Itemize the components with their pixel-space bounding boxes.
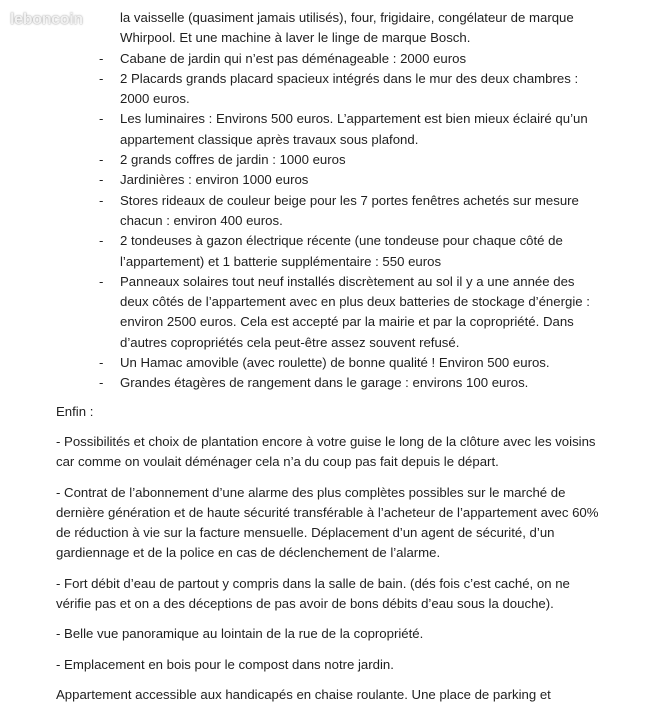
paragraph-debit-eau: - Fort débit d’eau de partout y compris dans la salle de bain. (dés fois c’est caché, on ne vérifie pas et on a des déceptions de pas avoir de bons débits d’eau sous la douche). — [56, 575, 570, 612]
list-item-text: Grandes étagères de rangement dans le garage : environs 100 euros. — [120, 375, 529, 391]
list-dash: - — [99, 273, 104, 289]
list-item — [0, 49, 648, 69]
list-item — [0, 150, 648, 170]
list-dash: - — [99, 192, 104, 208]
list-item — [0, 69, 648, 110]
list-item — [0, 272, 648, 353]
paragraph-plantation: - Possibilités et choix de plantation encore à votre guise le long de la clôture avec les voisins car comme on voulait déménager cela n’a du coup pas fait depuis le départ. — [56, 433, 596, 470]
list-dash: - — [99, 172, 104, 188]
list-item-text: Panneaux solaires tout neuf installés discrètement au sol il y a une année des deux côtés de l’appartement avec en plus deux batteries de stockage d’énergie : environ 2500 euros. Cela est accepté par la mairie et par la copropriété. Dans d’autres copropriétés cela peut-être assez souvent refusé. — [120, 273, 590, 350]
list-item — [0, 231, 648, 272]
list-item — [0, 8, 648, 49]
list-item-text: 2 Placards grands placard spacieux intégrés dans le mur des deux chambres : 2000 euros. — [120, 70, 579, 107]
list-item — [0, 109, 648, 150]
list-item-text: 2 grands coffres de jardin : 1000 euros — [120, 152, 346, 168]
list-item-text: Les luminaires : Environs 500 euros. L’appartement est bien mieux éclairé qu’un appartement classique après travaux sous plafond. — [120, 111, 588, 147]
list-item — [0, 191, 648, 232]
list-dash: - — [99, 355, 104, 371]
list-dash: - — [99, 111, 104, 127]
list-dash: - — [99, 375, 104, 391]
list-item-text: Stores rideaux de couleur beige pour les 7 portes fenêtres achetés sur mesure chacun : environ 400 euros. — [120, 192, 579, 228]
list-dash: - — [99, 152, 104, 168]
list-dash: - — [99, 70, 104, 86]
list-dash: - — [99, 50, 104, 66]
leboncoin-watermark: leboncoin — [10, 11, 83, 28]
document-page — [0, 8, 648, 705]
list-item-text: la vaisselle (quasiment jamais utilisés), four, frigidaire, congélateur de marque Whirpool. Et une machine à laver le linge de marque Bosch. — [120, 10, 574, 46]
list-item-text: Cabane de jardin qui n’est pas déménageable : 2000 euros — [120, 50, 467, 66]
list-item-text: Un Hamac amovible (avec roulette) de bonne qualité ! Environ 500 euros. — [120, 355, 550, 371]
list-dash: - — [99, 233, 104, 249]
paragraph-alarme: - Contrat de l’abonnement d’une alarme des plus complètes possibles sur le marché de dernière génération et de haute sécurité transférable à l’acheteur de l’appartement avec 60% de réduction à vie sur la facture mensuelle. Déplacement d’un agent de sécurité, d’un gardiennage et de la police en cas de déclenchement de l’alarme. — [56, 484, 599, 561]
paragraph-vue: - Belle vue panoramique au lointain de la rue de la copropriété. — [56, 626, 424, 642]
list-item — [0, 353, 648, 373]
list-item — [0, 170, 648, 190]
enfin-heading: Enfin : — [56, 403, 94, 419]
list-item-text: Jardinières : environ 1000 euros — [120, 172, 309, 188]
list-item-text: 2 tondeuses à gazon électrique récente (une tondeuse pour chaque côté de l’appartement) et 1 batterie supplémentaire : 550 euros — [120, 233, 563, 269]
paragraph-accessibilite: Appartement accessible aux handicapés en chaise roulante. Une place de parking et — [56, 686, 551, 702]
paragraph-compost: - Emplacement en bois pour le compost dans notre jardin. — [56, 656, 394, 672]
equipment-list — [0, 8, 648, 394]
list-item — [0, 373, 648, 393]
